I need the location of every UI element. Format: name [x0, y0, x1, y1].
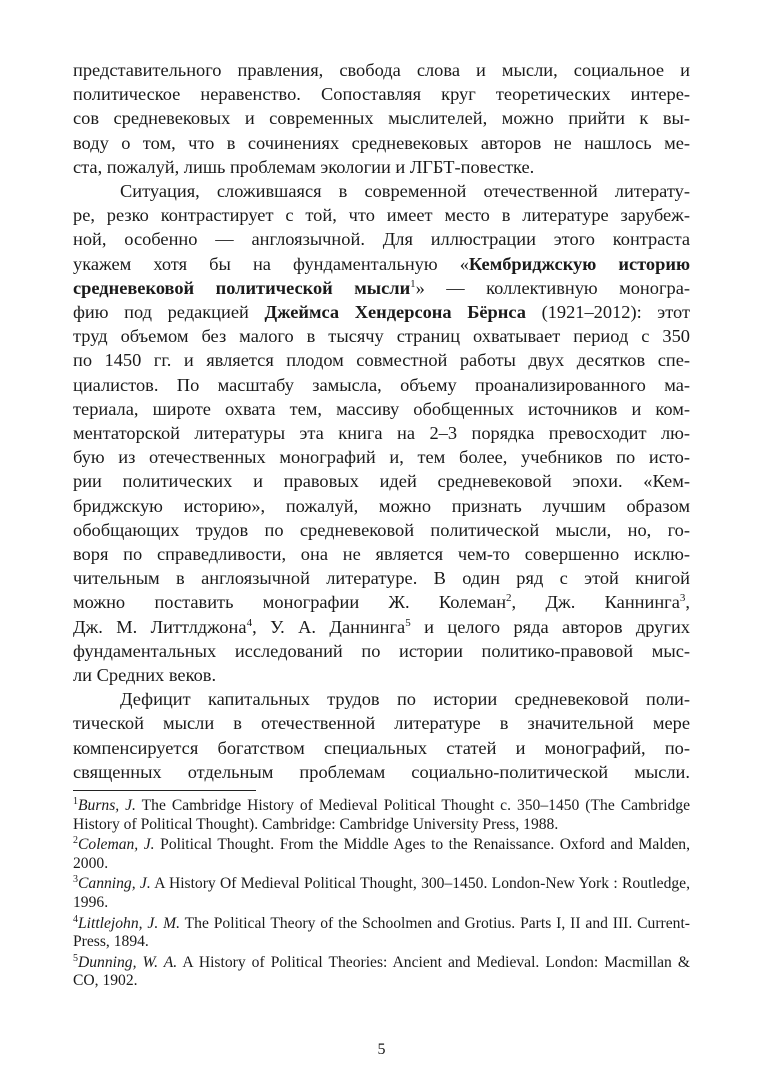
book-title-bold: средневековой политической мысли: [73, 277, 411, 298]
text-fragment: можно поставить монографии Ж. Колеман: [73, 592, 507, 613]
text-line: ли Средних веков.: [73, 665, 217, 686]
text-line: политическое неравенство. Сопоставляя круг теоретических интере-: [73, 84, 690, 105]
text-line: териала, широте охвата тем, массиву обобщенных источников и ком-: [73, 398, 690, 419]
footnote: [73, 875, 690, 912]
footnote-text: The Cambridge History of Medieval Political Thought c. 350–1450 (The Cambridge History of Political Thought). Cambridge: Cambridge University Press, 1988.: [73, 797, 691, 833]
text-line: циалистов. По масштабу замысла, объему проанализированного ма-: [73, 374, 690, 395]
footnote-text: A History Of Medieval Political Thought, 300–1450. London-New York : Routledge, 1996.: [73, 875, 690, 911]
text-line: [73, 276, 690, 300]
text-line: ной, особенно — англоязычной. Для иллюстрации этого контраста: [73, 229, 690, 250]
text-fragment: Дж. М. Литтлджона: [73, 616, 247, 637]
footnote: [73, 954, 690, 991]
paragraph-2: [73, 179, 690, 687]
text-line: Ситуация, сложившаяся в современной отечественной литерату-: [120, 181, 690, 202]
text-fragment: , У. А. Даннинга: [252, 616, 406, 637]
text-line: [73, 615, 690, 639]
main-text: [73, 58, 690, 784]
text-fragment: » — коллективную моногра-: [415, 277, 690, 298]
footnote-text: Political Thought. From the Middle Ages to the Renaissance. Oxford and Malden, 2000.: [73, 836, 690, 872]
text-line: ментаторской литературы эта книга на 2–3 порядка превосходит лю-: [73, 423, 690, 444]
footnote-author: Burns, J.: [78, 797, 136, 814]
footnote-number: 5: [73, 952, 78, 964]
text-line: воду о том, что в сочинениях средневековых авторов не нашлось ме-: [73, 132, 690, 153]
text-line: ста, пожалуй, лишь проблемам экологии и ЛГБТ-повестке.: [73, 156, 535, 177]
footnotes: [73, 797, 690, 993]
text-line: воря по справедливости, она не является чем-то совершенно исклю-: [73, 544, 690, 565]
footnote-ref[interactable]: 3: [679, 592, 686, 605]
page-body: [73, 58, 690, 784]
footnote-author: Canning, J.: [78, 875, 151, 893]
text-fragment: ,: [685, 592, 691, 613]
text-line: труд объемом без малого в тысячу страниц охватывает период с 350: [73, 326, 690, 347]
text-fragment: , Дж. Каннинга: [511, 592, 680, 613]
text-line: тической мысли в отечественной литературе в значительной мере: [73, 713, 690, 734]
text-line: рии политических и правовых идей средневековой эпохи. «Кем-: [73, 471, 690, 492]
footnote-author: Littlejohn, J. M.: [78, 914, 181, 932]
footnote: [73, 797, 690, 834]
text-line: священных отдельным проблемам социально-политической мысли.: [73, 761, 690, 782]
text-line: чительным в англоязычной литературе. В один ряд с этой книгой: [73, 568, 690, 589]
paragraph-3: [73, 687, 690, 784]
footnote-ref[interactable]: 2: [506, 592, 512, 605]
text-line: фундаментальных исследований по истории политико-правовой мыс-: [73, 640, 690, 661]
text-line: [73, 252, 690, 276]
text-fragment: фию под редакцией: [73, 302, 265, 323]
text-fragment: (1921–2012): этот: [525, 302, 690, 323]
footnote-text: The Political Theory of the Schoolmen and Grotius. Parts I, II and III. Current-Press, 1894.: [73, 914, 690, 951]
text-line: сов средневековых и современных мыслителей, можно прийти к вы-: [73, 108, 690, 129]
book-title-bold: Кембриджскую историю: [468, 253, 690, 274]
footnote-number: 4: [73, 913, 78, 925]
text-line: [73, 300, 690, 324]
text-line: [73, 590, 690, 614]
text-line: бриджскую историю», пожалуй, можно признать лучшим образом: [73, 495, 690, 516]
editor-name-bold: Джеймса Хендерсона Бёрнса: [264, 302, 526, 323]
footnote-number: 2: [73, 835, 78, 847]
footnote: [73, 836, 690, 873]
text-fragment: и целого ряда авторов других: [410, 616, 691, 637]
text-line: представительного правления, свобода слова и мысли, социальное и: [73, 60, 690, 80]
footnote-author: Dunning, W. A.: [78, 953, 178, 971]
paragraph-1: [73, 58, 690, 179]
footnote-number: 3: [73, 874, 78, 886]
footnote-ref[interactable]: 4: [246, 616, 253, 629]
text-line: ре, резко контрастирует с той, что имеет место в литературе зарубеж-: [73, 205, 690, 226]
text-line: по 1450 гг. и является плодом совместной работы двух десятков спе-: [73, 350, 690, 371]
footnote-divider: [73, 790, 256, 791]
footnote-author: Coleman, J.: [78, 836, 155, 854]
page-number: 5: [377, 1041, 386, 1058]
footnote-ref[interactable]: 5: [405, 616, 411, 629]
text-line: бую из отечественных монографий и, тем более, учебников по исто-: [73, 447, 690, 468]
footnote-number: 1: [73, 796, 78, 807]
text-line: Дефицит капитальных трудов по истории средневековой поли-: [120, 689, 690, 710]
footnote: [73, 915, 690, 952]
footnote-ref[interactable]: 1: [410, 277, 416, 290]
text-line: компенсируется богатством специальных статей и монографий, по-: [73, 737, 690, 758]
footnote-text: A History of Political Theories: Ancient and Medieval. London: Macmillan & CO, 1902.: [73, 953, 690, 990]
text-fragment: укажем хотя бы на фундаментальную «: [73, 253, 469, 274]
text-line: обобщающих трудов по средневековой политической мысли, но, го-: [73, 519, 690, 540]
